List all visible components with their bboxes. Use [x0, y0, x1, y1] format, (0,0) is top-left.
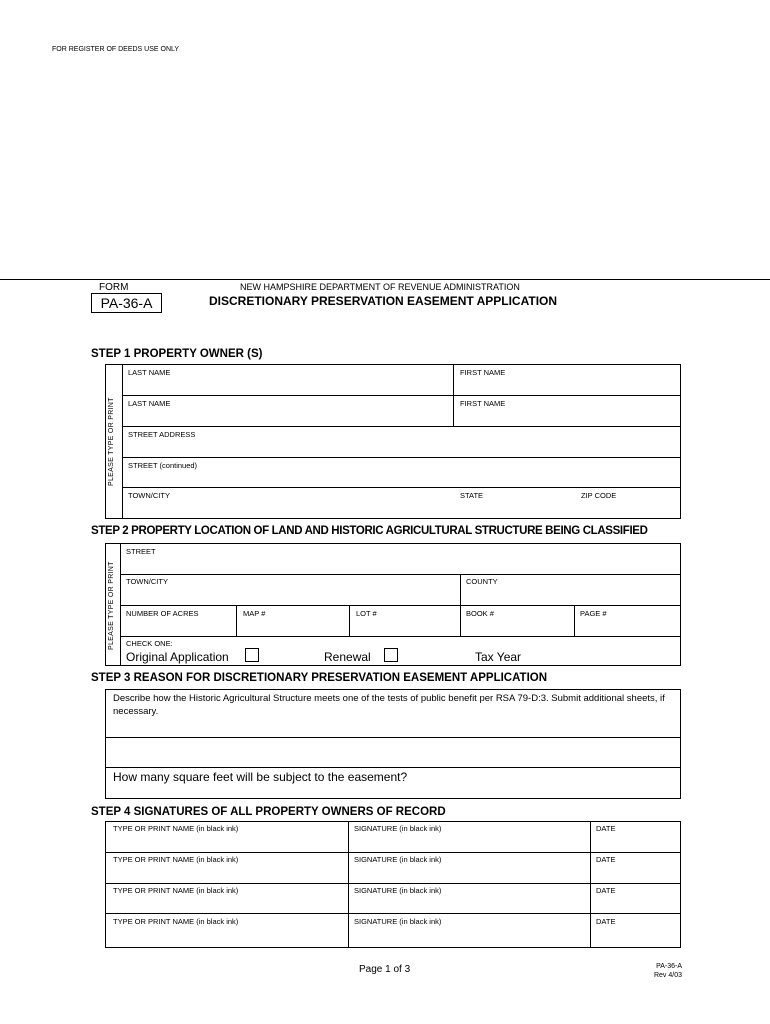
- sig-row-2-date[interactable]: DATE: [596, 855, 616, 864]
- sig-row-3-signature[interactable]: SIGNATURE (in black ink): [354, 886, 442, 895]
- last-name-field-2[interactable]: LAST NAME: [128, 399, 171, 408]
- footer-form-id-block: [652, 962, 682, 980]
- department-name: NEW HAMPSHIRE DEPARTMENT OF REVENUE ADMINISTRATION: [240, 282, 520, 292]
- sig-row-2-signature[interactable]: SIGNATURE (in black ink): [354, 855, 442, 864]
- sig-row-1-name[interactable]: TYPE OR PRINT NAME (in black ink): [113, 824, 239, 833]
- page-field[interactable]: PAGE #: [580, 609, 607, 618]
- sig-row-4-name[interactable]: TYPE OR PRINT NAME (in black ink): [113, 917, 239, 926]
- last-name-field-1[interactable]: LAST NAME: [128, 368, 171, 377]
- sig-row-3-date[interactable]: DATE: [596, 886, 616, 895]
- original-application-label: Original Application: [126, 650, 229, 664]
- step1-side-divider: [122, 364, 123, 519]
- county-field[interactable]: COUNTY: [466, 577, 498, 586]
- form-number-box: [91, 293, 162, 313]
- step3-title: STEP 3 REASON FOR DISCRETIONARY PRESERVATION EASEMENT APPLICATION: [91, 672, 548, 684]
- step2-side-label: PLEASE TYPE OR PRINT: [108, 561, 115, 650]
- page-number: Page 1 of 3: [359, 964, 411, 975]
- form-number: PA-36-A: [100, 295, 153, 311]
- street-address-field[interactable]: STREET ADDRESS: [128, 430, 196, 439]
- footer-form-id: PA-36-A: [656, 963, 682, 970]
- step4-title: STEP 4 SIGNATURES OF ALL PROPERTY OWNERS OF RECORD: [91, 806, 446, 818]
- state-field[interactable]: STATE: [460, 491, 484, 500]
- sig-row-4-signature[interactable]: SIGNATURE (in black ink): [354, 917, 442, 926]
- map-field[interactable]: MAP #: [243, 609, 266, 618]
- renewal-label: Renewal: [324, 650, 371, 664]
- zip-code-field[interactable]: ZIP CODE: [581, 491, 617, 500]
- footer-revision: Rev 4/03: [653, 972, 682, 979]
- renewal-checkbox[interactable]: [384, 648, 398, 662]
- first-name-field-2[interactable]: FIRST NAME: [460, 399, 506, 408]
- describe-instructions: Describe how the Historic Agricultural Structure meets one of the tests of public benefit per RSA 79-D:3. Submit additional sheets, if necessary.: [113, 693, 665, 717]
- step1-side-label: PLEASE TYPE OR PRINT: [108, 397, 115, 486]
- step4-box: [105, 821, 681, 948]
- form-title: DISCRETIONARY PRESERVATION EASEMENT APPLICATION: [209, 294, 558, 308]
- sig-row-4-date[interactable]: DATE: [596, 917, 616, 926]
- town-city-field[interactable]: TOWN/CITY: [128, 491, 170, 500]
- sig-row-2-name[interactable]: TYPE OR PRINT NAME (in black ink): [113, 855, 239, 864]
- step1-title: STEP 1 PROPERTY OWNER (S): [91, 348, 263, 360]
- location-town-field[interactable]: TOWN/CITY: [126, 577, 168, 586]
- book-field[interactable]: BOOK #: [466, 609, 494, 618]
- sig-row-1-signature[interactable]: SIGNATURE (in black ink): [354, 824, 442, 833]
- sig-row-1-date[interactable]: DATE: [596, 824, 616, 833]
- header-divider: [0, 279, 770, 280]
- step2-title: STEP 2 PROPERTY LOCATION OF LAND AND HISTORIC AGRICULTURAL STRUCTURE BEING CLASSIFIED: [91, 525, 648, 537]
- register-note: FOR REGISTER OF DEEDS USE ONLY: [52, 46, 180, 53]
- original-application-checkbox[interactable]: [245, 648, 259, 662]
- form-label: FORM: [99, 282, 129, 293]
- acres-field[interactable]: NUMBER OF ACRES: [126, 609, 199, 618]
- tax-year-field[interactable]: Tax Year: [475, 650, 522, 664]
- street-continued-field[interactable]: STREET (continued): [128, 461, 198, 470]
- first-name-field-1[interactable]: FIRST NAME: [460, 368, 506, 377]
- square-feet-question[interactable]: How many square feet will be subject to the easement?: [113, 770, 408, 784]
- lot-field[interactable]: LOT #: [356, 609, 377, 618]
- location-street-field[interactable]: STREET: [126, 547, 156, 556]
- sig-row-3-name[interactable]: TYPE OR PRINT NAME (in black ink): [113, 886, 239, 895]
- check-one-label: CHECK ONE:: [126, 639, 173, 648]
